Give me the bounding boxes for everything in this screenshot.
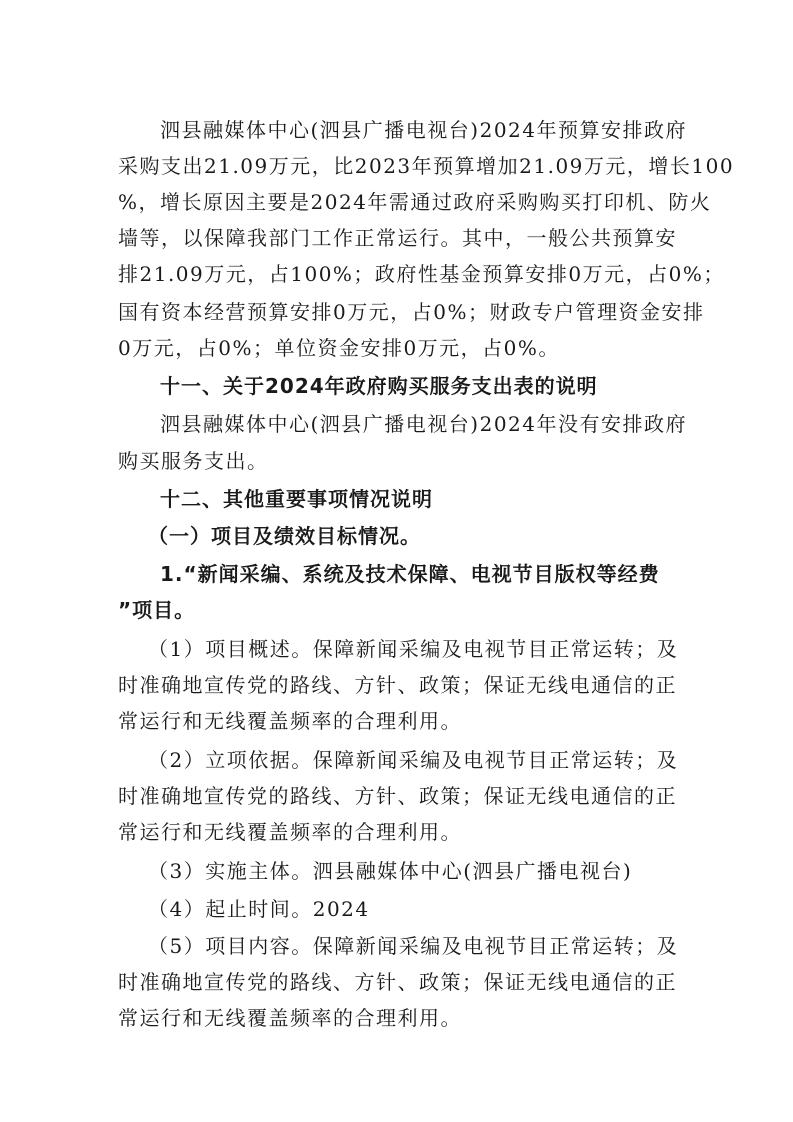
paragraph-procurement-line-1: 泗县融媒体中心(泗县广播电视台)2024年预算安排政府 (160, 118, 688, 142)
project-overview-line-2: 时准确地宣传党的路线、方针、政策；保证无线电通信的正 (118, 673, 677, 697)
project-overview-line-3: 常运行和无线覆盖频率的合理利用。 (118, 709, 462, 733)
project-basis-line-1: （2）立项依据。保障新闻采编及电视节目正常运转；及 (148, 748, 679, 772)
project-title-line-1: 1.“新闻采编、系统及技术保障、电视节目版权等经费 (160, 562, 660, 586)
project-content-line-3: 常运行和无线覆盖频率的合理利用。 (118, 1006, 462, 1030)
project-content-line-1: （5）项目内容。保障新闻采编及电视节目正常运转；及 (148, 934, 679, 958)
paragraph-procurement-line-4: 墙等，以保障我部门工作正常运行。其中，一般公共预算安 (118, 226, 677, 250)
paragraph-services-line-2: 购买服务支出。 (118, 449, 269, 473)
project-basis-line-3: 常运行和无线覆盖频率的合理利用。 (118, 820, 462, 844)
section-heading-11: 十一、关于2024年政府购买服务支出表的说明 (160, 374, 598, 398)
paragraph-procurement-line-6: 国有资本经营预算安排0万元，占0%；财政专户管理资金安排 (118, 300, 705, 324)
project-period: （4）起止时间。2024 (148, 897, 370, 921)
project-basis-line-2: 时准确地宣传党的路线、方针、政策；保证无线电通信的正 (118, 784, 677, 808)
project-content-line-2: 时准确地宣传党的路线、方针、政策；保证无线电通信的正 (118, 970, 677, 994)
subsection-heading-1: （一）项目及绩效目标情况。 (148, 524, 421, 548)
project-implementer: （3）实施主体。泗县融媒体中心(泗县广播电视台) (148, 859, 633, 883)
paragraph-procurement-line-5: 排21.09万元，占100%；政府性基金预算安排0万元，占0%； (118, 262, 725, 286)
paragraph-procurement-line-2: 采购支出21.09万元，比2023年预算增加21.09万元，增长100 (118, 154, 735, 178)
project-overview-line-1: （1）项目概述。保障新闻采编及电视节目正常运转；及 (148, 637, 679, 661)
project-title-line-2: ”项目。 (118, 598, 196, 622)
paragraph-procurement-line-7: 0万元，占0%；单位资金安排0万元，占0%。 (118, 336, 560, 360)
paragraph-procurement-line-3: %，增长原因主要是2024年需通过政府采购购买打印机、防火 (118, 190, 712, 214)
paragraph-services-line-1: 泗县融媒体中心(泗县广播电视台)2024年没有安排政府 (160, 412, 688, 436)
section-heading-12: 十二、其他重要事项情况说明 (160, 487, 433, 511)
